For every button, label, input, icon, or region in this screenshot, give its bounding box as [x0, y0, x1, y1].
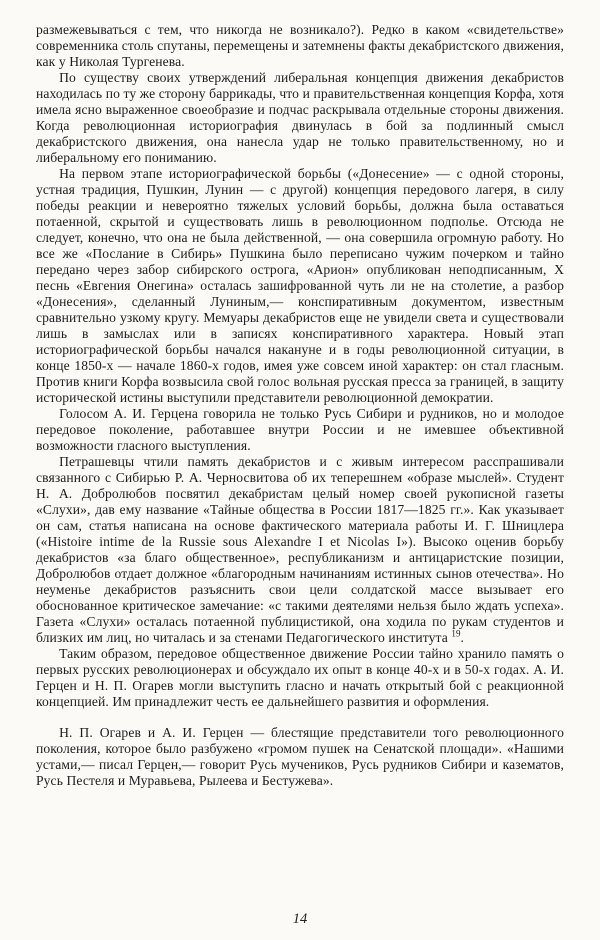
- paragraph: По существу своих утверждений либеральная концепция движения декабристов находилась по ту же сторону баррикады, что и правительственная концепция Корфа, хотя имела ясно выраженное своеобразие и подчас раскрывала отдельные стороны движения. Когда революционная историография двинулась в бой за подлинный смысл декабристского движения, она нанесла удар не только правительственному, но и либеральному его пониманию.: [36, 70, 564, 165]
- footnote-reference: 19: [451, 628, 461, 639]
- page-number: 14: [292, 911, 308, 927]
- page-text: [36, 22, 564, 789]
- paragraph-text: .: [460, 630, 465, 645]
- paragraph: На первом этапе историографической борьбы («Донесение» — с одной стороны, устная традиция, Пушкин, Лунин — с другой) концепция передового лагеря, в силу победы реакции и невероятно тяжелых условий борьбы, должна была оставаться потаенной, скрытой и существовать лишь в революционном подполье. Отсюда не следует, конечно, что она не была действенной, — она совершила огромную работу. Но все же «Послание в Сибирь» Пушкина было переписано чужим почерком и тайно передано через забор сибирского острога, «Арион» опубликован неподписанным, X песнь «Евгения Онегина» осталась зашифрованной чуть ли не на столетие, а разбор «Донесения», сделанный Луниным,— конспиративным документом, известным сравнительно узкому кругу. Мемуары декабристов еще не увидели света и существовали лишь в замыслах или в записях конспиративного характера. Новый этап историографической борьбы начался накануне и в годы революционной ситуации, в конце 1850-х — начале 1860-х годов, имея уже совсем иной характер: он стал гласным. Против книги Корфа возвысила свой голос вольная русская пресса за границей, в защиту исторической истины выступили представители революционной демократии.: [36, 166, 564, 405]
- paragraph: Голосом А. И. Герцена говорила не только Русь Сибири и рудников, но и молодое передовое поколение, работавшее внутри России и не имевшее объективной возможности гласного выступления.: [36, 406, 564, 453]
- paragraph: Н. П. Огарев и А. И. Герцен — блестящие представители того революционного поколения, которое было разбужено «громом пушек на Сенатской площади». «Нашими устами,— писал Герцен,— говорит Русь мучеников, Русь рудников Сибири и казематов, Русь Пестеля и Муравьева, Рылеева и Бестужева».: [36, 725, 564, 788]
- paragraph: Таким образом, передовое общественное движение России тайно хранило память о первых русских революционерах и обсуждало их опыт в конце 40-х и в 50-х годах. А. И. Герцен и Н. П. Огарев могли выступить гласно и начать открытый бой с реакционной концепцией. Им принадлежит честь ее дальнейшего развития и оформления.: [36, 646, 564, 709]
- paragraph-text: Петрашевцы чтили память декабристов и с живым интересом расспрашивали связанного с Сибирью Р. А. Черносвитова об их теперешнем «образе мыслей». Студент Н. А. Добролюбов посвятил декабристам целый номер своей рукописной газеты «Слухи», дав ему название «Тайные общества в России 1817—1825 гг.». Как указывает он сам, статья написана на основе фактического материала работы И. Г. Шницлера («Histoire intime de la Russie sous Alexandre I et Nicolas I»). Высоко оценив борьбу декабристов «за благо общественное», республиканизм и антицаристские позиции, Добролюбов отдает должное «благородным начинаниям истинных сынов отечества». Но неуменье декабристов разъяснить свои цели солдатской массе вызывает его обоснованное критическое замечание: «с такими деятелями нельзя было ждать успеха». Газета «Слухи» осталась потаенной публицистикой, она ходила по рукам студентов и близких им лиц, но читалась и за стенами Педагогического института: [36, 454, 564, 645]
- paragraph: [36, 454, 564, 646]
- paragraph: размежевываться с тем, что никогда не возникало?). Редко в каком «свидетельстве» современника столь спутаны, перемещены и затемнены факты декабристского движения, как у Николая Тургенева.: [36, 22, 564, 69]
